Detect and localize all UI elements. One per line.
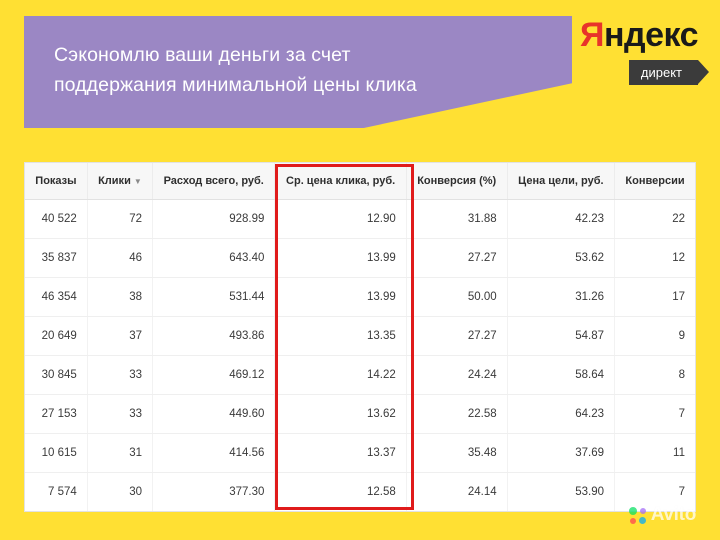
avito-watermark-label: Avito xyxy=(650,504,696,525)
table-cell: 8 xyxy=(615,356,695,395)
table-row xyxy=(25,356,695,395)
table-header xyxy=(25,163,695,200)
statistics-table xyxy=(25,163,695,511)
table-cell: 46 354 xyxy=(25,278,87,317)
table-cell: 30 845 xyxy=(25,356,87,395)
table-cell: 31.88 xyxy=(406,200,507,239)
yandex-direct-logo xyxy=(580,16,698,85)
table-cell: 53.90 xyxy=(507,473,614,512)
table-cell: 58.64 xyxy=(507,356,614,395)
table-cell: 13.99 xyxy=(275,239,406,278)
table-cell: 7 xyxy=(615,395,695,434)
table-cell: 22 xyxy=(615,200,695,239)
table-cell: 64.23 xyxy=(507,395,614,434)
table-cell: 72 xyxy=(87,200,152,239)
avito-watermark xyxy=(629,504,696,526)
table-cell: 33 xyxy=(87,356,152,395)
table-column-header[interactable]: Показы xyxy=(25,163,87,200)
table-cell: 469.12 xyxy=(153,356,275,395)
yandex-logo-rest: ндекс xyxy=(603,16,698,54)
table-cell: 31.26 xyxy=(507,278,614,317)
table-row xyxy=(25,278,695,317)
table-column-header[interactable]: Расход всего, руб. xyxy=(153,163,275,200)
table-cell: 31 xyxy=(87,434,152,473)
table-cell: 50.00 xyxy=(406,278,507,317)
table-cell: 40 522 xyxy=(25,200,87,239)
table-cell: 46 xyxy=(87,239,152,278)
banner-headline-line-1: Сэкономлю ваши деньги за счет xyxy=(54,44,351,66)
table-cell: 10 615 xyxy=(25,434,87,473)
table-cell: 13.99 xyxy=(275,278,406,317)
table-header-row xyxy=(25,163,695,200)
banner-headline xyxy=(54,40,544,100)
table-cell: 11 xyxy=(615,434,695,473)
statistics-table-card xyxy=(24,162,696,512)
table-cell: 53.62 xyxy=(507,239,614,278)
table-cell: 33 xyxy=(87,395,152,434)
table-cell: 35 837 xyxy=(25,239,87,278)
table-row xyxy=(25,434,695,473)
direct-badge: директ xyxy=(629,60,698,85)
table-column-header[interactable]: Конверсии xyxy=(615,163,695,200)
table-cell: 27.27 xyxy=(406,239,507,278)
table-cell: 17 xyxy=(615,278,695,317)
table-cell: 20 649 xyxy=(25,317,87,356)
table-cell: 24.14 xyxy=(406,473,507,512)
table-row xyxy=(25,200,695,239)
table-cell: 414.56 xyxy=(153,434,275,473)
table-cell: 38 xyxy=(87,278,152,317)
table-row xyxy=(25,473,695,512)
table-cell: 493.86 xyxy=(153,317,275,356)
table-cell: 12.58 xyxy=(275,473,406,512)
banner-headline-line-2: поддержания минимальной цены клика xyxy=(54,74,417,96)
table-cell: 24.24 xyxy=(406,356,507,395)
table-row xyxy=(25,239,695,278)
table-cell: 7 574 xyxy=(25,473,87,512)
table-cell: 27.27 xyxy=(406,317,507,356)
table-cell: 35.48 xyxy=(406,434,507,473)
table-cell: 13.37 xyxy=(275,434,406,473)
yandex-wordmark xyxy=(580,16,698,54)
table-cell: 22.58 xyxy=(406,395,507,434)
table-column-header[interactable]: Клики ▼ xyxy=(87,163,152,200)
table-row xyxy=(25,395,695,434)
table-cell: 30 xyxy=(87,473,152,512)
table-cell: 449.60 xyxy=(153,395,275,434)
table-column-header[interactable]: Ср. цена клика, руб. xyxy=(275,163,406,200)
sort-descending-icon: ▼ xyxy=(133,176,142,186)
table-cell: 928.99 xyxy=(153,200,275,239)
table-row xyxy=(25,317,695,356)
table-column-header[interactable]: Цена цели, руб. xyxy=(507,163,614,200)
table-cell: 13.62 xyxy=(275,395,406,434)
table-cell: 37 xyxy=(87,317,152,356)
table-body xyxy=(25,200,695,512)
avito-logo-icon xyxy=(629,507,646,524)
table-cell: 531.44 xyxy=(153,278,275,317)
table-cell: 14.22 xyxy=(275,356,406,395)
table-cell: 13.35 xyxy=(275,317,406,356)
yandex-logo-first-letter: Я xyxy=(580,16,604,54)
table-cell: 27 153 xyxy=(25,395,87,434)
table-cell: 12 xyxy=(615,239,695,278)
table-cell: 12.90 xyxy=(275,200,406,239)
table-cell: 377.30 xyxy=(153,473,275,512)
header-banner xyxy=(24,16,572,128)
table-cell: 643.40 xyxy=(153,239,275,278)
table-column-header[interactable]: Конверсия (%) xyxy=(406,163,507,200)
table-cell: 54.87 xyxy=(507,317,614,356)
table-cell: 9 xyxy=(615,317,695,356)
table-cell: 42.23 xyxy=(507,200,614,239)
table-cell: 37.69 xyxy=(507,434,614,473)
table-cell: 7 xyxy=(615,473,695,512)
